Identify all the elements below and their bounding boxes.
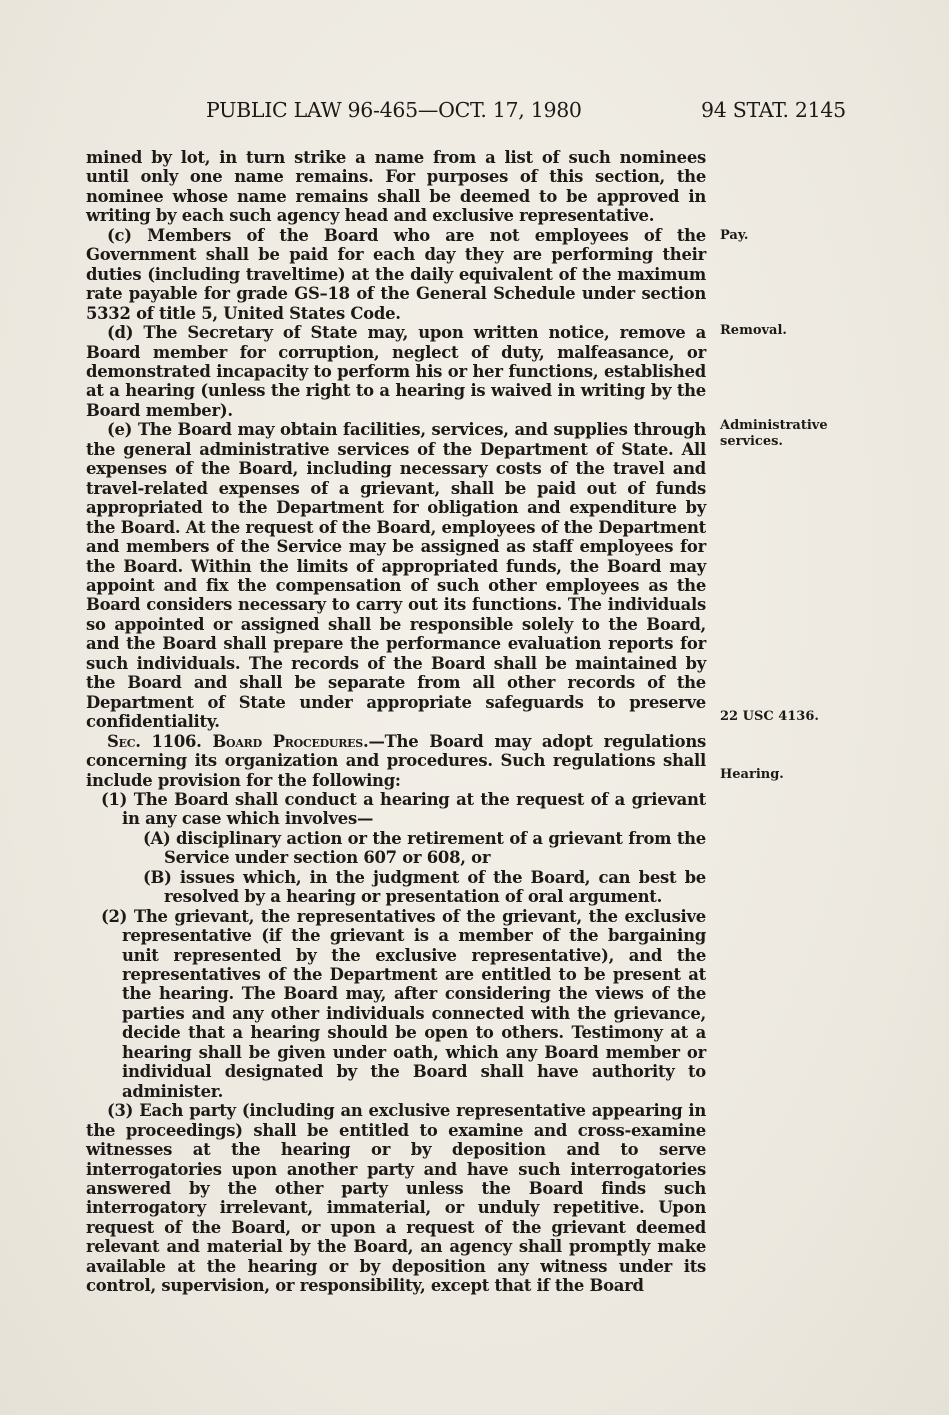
margin-note-usc: 22 USC 4136. (720, 709, 819, 724)
margin-note-pay: Pay. (720, 228, 749, 243)
section-1106 (86, 732, 706, 790)
paragraph-c: (c) Members of the Board who are not employees of the Government shall be paid for each day they are performing their duties (including traveltime) at the daily equivalent of the maximum rate payable for grade GS–18 of the General Schedule under section 5332 of title 5, United States Code. (86, 225, 706, 323)
item-1-b: (B) issues which, in the judgment of the Board, can best be resolved by a hearing or presentation of oral argument. (143, 867, 706, 907)
body-text (86, 148, 706, 1296)
paragraph-d: (d) The Secretary of State may, upon written notice, remove a Board member for corruption, neglect of duty, malfeasance, or demonstrated incapacity to perform his or her functions, established at a hearing (unless the right to a hearing is waived in writing by the Board member). (86, 323, 706, 420)
item-1: (1) The Board shall conduct a hearing at the request of a grievant in any case which involves— (101, 789, 706, 829)
paragraph-continuation: mined by lot, in turn strike a name from a list of such nominees until only one name remains. For purposes of this section, the nominee whose name remains shall be deemed to be approved in writing by each such agency head and exclusive representative. (86, 148, 706, 226)
item-1-a: (A) disciplinary action or the retirement of a grievant from the Service under section 607 or 608, or (143, 828, 706, 868)
margin-note-removal: Removal. (720, 323, 787, 338)
section-heading: Sec. 1106. Board Procedures. (107, 731, 369, 751)
page-header-stat: 94 STAT. 2145 (701, 98, 846, 122)
margin-note-admin-line2: services. (720, 434, 783, 449)
page-header-title: PUBLIC LAW 96-465—OCT. 17, 1980 (206, 98, 582, 122)
section-intro: —The Board may adopt regulations concerning its organization and procedures. Such regulations shall include provision for the following: (86, 731, 706, 790)
item-2: (2) The grievant, the representatives of the grievant, the exclusive representative (if the grievant is a member of the bargaining unit represented by the exclusive representative), and the representatives of the Department are entitled to be present at the hearing. The Board may, after considering the views of the parties and any other individuals connected with the grievance, decide that a hearing should be open to others. Testimony at a hearing shall be given under oath, which any Board member or individual designated by the Board shall have authority to administer. (101, 906, 706, 1101)
paragraph-e: (e) The Board may obtain facilities, services, and supplies through the general administrative services of the Department of State. All expenses of the Board, including necessary costs of the travel and travel-related expenses of a grievant, shall be paid out of funds appropriated to the Department for obligation and expenditure by the Board. At the request of the Board, employees of the Department and members of the Service may be assigned as staff employees for the Board. Within the limits of appropriated funds, the Board may appoint and fix the compensation of such other employees as the Board considers necessary to carry out its functions. The individuals so appointed or assigned shall be responsible solely to the Board, and the Board shall prepare the performance evaluation reports for such individuals. The records of the Board shall be maintained by the Board and shall be separate from all other records of the Department of State under appropriate safeguards to preserve confidentiality. (86, 420, 706, 732)
margin-note-admin-line1: Administrative (720, 418, 828, 433)
margin-note-administrative-services (720, 418, 828, 450)
margin-note-hearing: Hearing. (720, 767, 784, 782)
item-3: (3) Each party (including an exclusive representative appearing in the proceedings) shall be entitled to examine and cross-examine witnesses at the hearing or by deposition and to serve interrogatories upon another party and have such interrogatories answered by the other party unless the Board finds such interrogatory irrelevant, immaterial, or unduly repetitive. Upon request of the Board, or upon a request of the grievant deemed relevant and material by the Board, an agency shall promptly make available at the hearing or by deposition any witness under its control, supervision, or responsibility, except that if the Board (86, 1101, 706, 1296)
